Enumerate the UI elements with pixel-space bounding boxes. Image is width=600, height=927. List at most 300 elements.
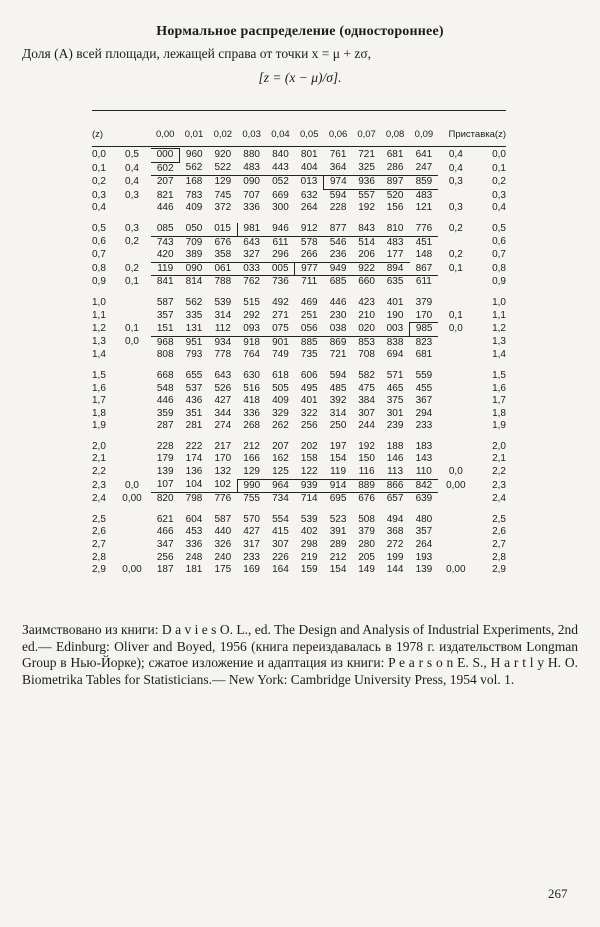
area-cell: 508 bbox=[358, 513, 375, 525]
table-row bbox=[92, 223, 506, 236]
area-cell: 050 bbox=[180, 223, 209, 236]
area-cell: 866 bbox=[386, 479, 404, 491]
z-value: 1,8 bbox=[92, 407, 106, 419]
table-row bbox=[92, 262, 506, 276]
area-cell: 594 bbox=[324, 189, 353, 202]
increment-left bbox=[113, 249, 151, 262]
area-cell: 121 bbox=[415, 202, 433, 214]
table-row bbox=[92, 420, 506, 433]
area-cell: 181 bbox=[185, 564, 203, 576]
area-cell: 389 bbox=[180, 249, 209, 262]
area-cell: 102 bbox=[208, 479, 237, 493]
area-cell: 233 bbox=[243, 551, 260, 563]
area-cell: 877 bbox=[324, 223, 353, 236]
area-cell: 635 bbox=[381, 276, 410, 289]
area-cell: 562 bbox=[180, 162, 209, 176]
increment-right bbox=[438, 526, 473, 539]
area-cell: 357 bbox=[156, 309, 174, 321]
area-cell: 492 bbox=[272, 296, 289, 308]
area-cell: 415 bbox=[272, 526, 289, 538]
area-cell: 721 bbox=[329, 349, 347, 361]
area-cell: 129 bbox=[237, 466, 266, 479]
table-row bbox=[92, 336, 506, 349]
table-row bbox=[92, 441, 506, 454]
z-value-right: 0,0 bbox=[492, 149, 506, 160]
area-cell: 375 bbox=[386, 395, 404, 407]
area-cell: 554 bbox=[272, 513, 289, 525]
area-cell: 131 bbox=[180, 323, 209, 337]
area-cell: 158 bbox=[300, 453, 318, 465]
area-cell: 287 bbox=[156, 420, 174, 432]
increment-right bbox=[438, 395, 473, 408]
area-cell: 465 bbox=[386, 382, 404, 394]
area-cell: 379 bbox=[415, 296, 433, 308]
area-cell: 329 bbox=[272, 407, 289, 419]
increment-left bbox=[113, 441, 151, 454]
table-row bbox=[92, 539, 506, 552]
area-cell: 266 bbox=[295, 249, 324, 262]
area-cell: 946 bbox=[266, 223, 295, 236]
increment-right bbox=[438, 276, 473, 289]
page-title: Нормальное распределение (одностороннее) bbox=[156, 24, 444, 39]
z-value-right: 2,7 bbox=[492, 539, 506, 551]
area-cell: 250 bbox=[329, 420, 347, 432]
area-cell: 823 bbox=[410, 336, 439, 349]
area-cell: 164 bbox=[272, 564, 289, 576]
area-cell: 132 bbox=[214, 466, 232, 478]
area-cell: 981 bbox=[237, 223, 266, 236]
header-col-5: 0,05 bbox=[300, 129, 319, 141]
area-cell: 859 bbox=[415, 176, 433, 188]
z-value: 2,1 bbox=[92, 453, 106, 465]
area-cell: 199 bbox=[386, 551, 404, 563]
area-cell: 867 bbox=[415, 262, 433, 274]
area-cell: 443 bbox=[266, 162, 295, 176]
area-cell: 582 bbox=[358, 369, 375, 381]
area-cell: 119 bbox=[151, 262, 180, 276]
increment-right: 0,00 bbox=[446, 479, 466, 491]
area-cell: 505 bbox=[272, 382, 289, 394]
area-cell: 537 bbox=[185, 382, 203, 394]
table-row bbox=[92, 189, 506, 202]
increment-left bbox=[113, 453, 151, 466]
area-cell: 912 bbox=[295, 223, 324, 236]
increment-right bbox=[438, 552, 473, 565]
area-cell: 404 bbox=[295, 162, 324, 176]
increment-right: 0,1 bbox=[448, 309, 463, 321]
spacer-cell bbox=[92, 433, 506, 441]
area-cell: 708 bbox=[358, 349, 375, 361]
area-cell: 286 bbox=[381, 162, 410, 176]
area-cell: 985 bbox=[410, 323, 439, 337]
area-cell: 344 bbox=[214, 407, 232, 419]
z-value-right: 0,9 bbox=[492, 276, 506, 288]
z-value: 2,5 bbox=[92, 513, 106, 525]
area-cell: 455 bbox=[415, 382, 433, 394]
z-value-right: 1,0 bbox=[492, 296, 506, 308]
area-cell: 197 bbox=[329, 440, 347, 452]
area-cell: 514 bbox=[352, 236, 380, 249]
area-cell: 391 bbox=[329, 526, 347, 538]
area-cell: 262 bbox=[272, 420, 289, 432]
area-cell: 190 bbox=[386, 309, 404, 321]
area-cell: 325 bbox=[352, 162, 380, 176]
area-cell: 085 bbox=[151, 223, 180, 236]
area-cell: 894 bbox=[386, 262, 404, 274]
area-cell: 681 bbox=[415, 349, 433, 361]
area-cell: 606 bbox=[300, 369, 318, 381]
table-header-row bbox=[92, 122, 506, 149]
area-cell: 149 bbox=[358, 564, 375, 576]
subtitle: Доля (A) всей площади, лежащей справа от точки x = μ + zσ, bbox=[22, 46, 372, 61]
area-cell: 495 bbox=[300, 382, 318, 394]
area-cell: 143 bbox=[415, 453, 433, 465]
increment-left bbox=[113, 539, 151, 552]
z-value-right: 1,4 bbox=[492, 349, 506, 361]
area-cell: 139 bbox=[415, 564, 433, 576]
area-cell: 841 bbox=[156, 276, 174, 288]
increment-right: 0,0 bbox=[448, 323, 463, 335]
area-cell: 934 bbox=[214, 336, 232, 348]
area-cell: 587 bbox=[214, 513, 232, 525]
area-cell: 660 bbox=[352, 276, 380, 289]
table-row bbox=[92, 453, 506, 466]
area-cell: 112 bbox=[208, 323, 237, 337]
area-cell: 146 bbox=[386, 453, 404, 465]
table-row bbox=[92, 370, 506, 383]
z-value-right: 0,8 bbox=[492, 262, 506, 274]
area-cell: 244 bbox=[358, 420, 375, 432]
area-cell: 808 bbox=[156, 349, 174, 361]
area-cell: 571 bbox=[386, 369, 404, 381]
increment-left bbox=[113, 383, 151, 396]
area-cell: 005 bbox=[266, 262, 295, 276]
table-row bbox=[92, 552, 506, 565]
table-row bbox=[92, 162, 506, 176]
area-cell: 298 bbox=[300, 539, 318, 551]
area-cell: 522 bbox=[208, 162, 237, 176]
z-value-right: 1,6 bbox=[492, 382, 506, 394]
area-cell: 113 bbox=[381, 466, 410, 479]
z-value: 1,1 bbox=[92, 309, 106, 321]
area-cell: 150 bbox=[358, 453, 375, 465]
area-cell: 292 bbox=[243, 309, 260, 321]
area-cell: 364 bbox=[324, 162, 353, 176]
area-cell: 139 bbox=[156, 466, 174, 478]
area-cell: 392 bbox=[329, 395, 347, 407]
area-cell: 000 bbox=[151, 149, 180, 163]
z-value: 0,2 bbox=[92, 176, 106, 188]
area-cell: 093 bbox=[237, 323, 266, 337]
z-value: 0,8 bbox=[92, 262, 106, 274]
area-cell: 820 bbox=[156, 493, 174, 505]
spacer-cell bbox=[92, 289, 506, 297]
increment-right: 0,3 bbox=[448, 202, 463, 214]
area-cell: 749 bbox=[272, 349, 289, 361]
area-cell: 327 bbox=[237, 249, 266, 262]
area-cell: 162 bbox=[272, 453, 289, 465]
area-cell: 020 bbox=[352, 323, 380, 337]
increment-left: 0,2 bbox=[125, 262, 139, 274]
z-value-right: 1,3 bbox=[492, 336, 506, 348]
increment-right bbox=[438, 189, 473, 202]
area-cell: 655 bbox=[185, 369, 203, 381]
z-value-right: 0,3 bbox=[492, 189, 506, 201]
area-cell: 427 bbox=[214, 395, 232, 407]
increment-left bbox=[113, 310, 151, 323]
area-cell: 762 bbox=[243, 276, 260, 288]
area-cell: 676 bbox=[214, 236, 232, 248]
area-cell: 964 bbox=[272, 479, 289, 491]
increment-right bbox=[438, 514, 473, 527]
header-col-3: 0,03 bbox=[242, 129, 261, 141]
z-value-right: 1,9 bbox=[492, 420, 506, 432]
increment-left: 0,00 bbox=[122, 564, 142, 576]
increment-right bbox=[438, 383, 473, 396]
area-cell: 052 bbox=[272, 176, 289, 188]
area-cell: 228 bbox=[156, 440, 174, 452]
group-spacer bbox=[92, 433, 506, 441]
area-cell: 314 bbox=[329, 407, 347, 419]
area-cell: 618 bbox=[272, 369, 289, 381]
z-value-right: 0,5 bbox=[492, 223, 506, 235]
area-cell: 228 bbox=[329, 202, 347, 214]
area-cell: 294 bbox=[415, 407, 433, 419]
area-cell: 301 bbox=[386, 407, 404, 419]
area-cell: 897 bbox=[386, 176, 404, 188]
area-cell: 075 bbox=[266, 323, 295, 337]
area-cell: 202 bbox=[300, 440, 318, 452]
area-cell: 990 bbox=[237, 479, 266, 493]
area-cell: 838 bbox=[386, 336, 404, 348]
table-top-rule bbox=[92, 110, 506, 111]
increment-right bbox=[438, 420, 473, 433]
area-cell: 169 bbox=[243, 564, 260, 576]
area-cell: 920 bbox=[214, 149, 232, 160]
area-cell: 968 bbox=[156, 336, 174, 348]
z-value-right: 1,8 bbox=[492, 407, 506, 419]
header-col-2: 0,02 bbox=[213, 129, 233, 141]
z-value: 1,3 bbox=[92, 336, 106, 348]
area-cell: 307 bbox=[272, 539, 289, 551]
area-cell: 409 bbox=[272, 395, 289, 407]
table-row bbox=[92, 564, 506, 577]
area-cell: 548 bbox=[156, 382, 174, 394]
area-cell: 453 bbox=[185, 526, 203, 538]
area-cell: 539 bbox=[214, 296, 232, 308]
increment-left: 0,0 bbox=[125, 479, 139, 491]
increment-right bbox=[438, 349, 473, 362]
area-cell: 578 bbox=[295, 236, 324, 249]
area-cell: 446 bbox=[329, 296, 347, 308]
area-cell: 015 bbox=[208, 223, 237, 236]
area-cell: 611 bbox=[410, 276, 439, 289]
area-cell: 236 bbox=[324, 249, 353, 262]
z-value: 1,4 bbox=[92, 349, 106, 361]
increment-left bbox=[113, 370, 151, 383]
z-value: 0,0 bbox=[92, 149, 106, 160]
area-cell: 885 bbox=[300, 336, 318, 348]
z-value-right: 2,6 bbox=[492, 526, 506, 538]
area-cell: 188 bbox=[386, 440, 404, 452]
area-cell: 119 bbox=[324, 466, 353, 479]
z-value: 1,2 bbox=[92, 323, 106, 335]
area-cell: 694 bbox=[386, 349, 404, 361]
z-value: 2,4 bbox=[92, 493, 106, 504]
area-cell: 764 bbox=[243, 349, 260, 361]
header-blank bbox=[113, 122, 151, 149]
z-value: 0,5 bbox=[92, 223, 106, 235]
area-cell: 156 bbox=[386, 202, 404, 214]
z-value: 1,5 bbox=[92, 369, 106, 381]
area-cell: 281 bbox=[185, 420, 203, 432]
area-cell: 798 bbox=[185, 493, 203, 505]
z-value-right: 2,1 bbox=[492, 453, 506, 465]
area-cell: 013 bbox=[300, 176, 318, 188]
z-value: 1,9 bbox=[92, 420, 106, 432]
area-cell: 783 bbox=[185, 189, 203, 201]
area-cell: 090 bbox=[180, 262, 209, 276]
area-cell: 418 bbox=[243, 395, 260, 407]
increment-right: 0,2 bbox=[448, 249, 463, 261]
z-value: 1,6 bbox=[92, 382, 106, 394]
area-cell: 483 bbox=[237, 162, 266, 176]
area-cell: 357 bbox=[415, 526, 433, 538]
area-cell: 557 bbox=[352, 189, 380, 202]
area-cell: 300 bbox=[272, 202, 289, 214]
area-cell: 271 bbox=[272, 309, 289, 321]
area-cell: 840 bbox=[272, 149, 289, 160]
area-cell: 869 bbox=[329, 336, 347, 348]
area-cell: 523 bbox=[329, 513, 347, 525]
area-cell: 793 bbox=[185, 349, 203, 361]
area-cell: 264 bbox=[415, 539, 433, 551]
area-cell: 336 bbox=[243, 202, 260, 214]
table-row bbox=[92, 202, 506, 215]
increment-right: 0,2 bbox=[448, 223, 463, 235]
area-cell: 721 bbox=[358, 149, 375, 160]
area-cell: 736 bbox=[272, 276, 289, 288]
area-cell: 559 bbox=[415, 369, 433, 381]
area-cell: 322 bbox=[300, 407, 318, 419]
area-cell: 918 bbox=[243, 336, 260, 348]
table-row bbox=[92, 249, 506, 262]
z-value-right: 2,5 bbox=[492, 513, 506, 525]
area-cell: 136 bbox=[185, 466, 203, 478]
area-cell: 423 bbox=[358, 296, 375, 308]
area-cell: 745 bbox=[214, 189, 232, 201]
increment-right: 0,00 bbox=[446, 564, 466, 576]
area-cell: 842 bbox=[415, 479, 433, 491]
area-cell: 116 bbox=[352, 466, 380, 479]
area-cell: 440 bbox=[214, 526, 232, 538]
area-cell: 436 bbox=[185, 395, 203, 407]
area-cell: 401 bbox=[300, 395, 318, 407]
z-value-right: 2,3 bbox=[492, 479, 506, 491]
header-z-right: (z) bbox=[494, 129, 506, 141]
area-cell: 914 bbox=[329, 479, 347, 491]
area-cell: 207 bbox=[156, 176, 174, 188]
area-cell: 129 bbox=[214, 176, 232, 188]
area-cell: 880 bbox=[243, 149, 260, 160]
area-cell: 657 bbox=[381, 493, 410, 506]
z-value: 1,7 bbox=[92, 395, 106, 407]
z-value: 2,3 bbox=[92, 479, 106, 491]
area-cell: 643 bbox=[214, 369, 232, 381]
area-cell: 469 bbox=[300, 296, 318, 308]
area-cell: 755 bbox=[237, 493, 266, 506]
area-cell: 466 bbox=[156, 526, 174, 538]
area-cell: 526 bbox=[214, 382, 232, 394]
increment-left bbox=[113, 526, 151, 539]
table-row bbox=[92, 408, 506, 421]
z-value-right: 0,2 bbox=[492, 176, 506, 188]
z-value: 0,1 bbox=[92, 162, 106, 174]
z-value: 2,9 bbox=[92, 564, 106, 576]
area-cell: 372 bbox=[214, 202, 232, 214]
area-cell: 159 bbox=[300, 564, 318, 576]
area-cell: 853 bbox=[358, 336, 375, 348]
formula: [z = (x − μ)/σ]. bbox=[258, 70, 342, 85]
area-cell: 778 bbox=[214, 349, 232, 361]
area-cell: 951 bbox=[185, 336, 203, 348]
area-cell: 183 bbox=[415, 440, 433, 452]
z-value-right: 0,1 bbox=[492, 162, 506, 174]
increment-right bbox=[438, 236, 473, 249]
area-cell: 247 bbox=[410, 162, 439, 176]
area-cell: 483 bbox=[410, 189, 439, 202]
table-row bbox=[92, 276, 506, 289]
area-cell: 289 bbox=[329, 539, 347, 551]
area-cell: 735 bbox=[300, 349, 318, 361]
area-cell: 776 bbox=[410, 223, 439, 236]
increment-left: 0,0 bbox=[125, 336, 139, 348]
z-value-right: 1,2 bbox=[492, 323, 506, 335]
area-cell: 175 bbox=[214, 564, 232, 576]
area-cell: 107 bbox=[151, 479, 180, 493]
area-cell: 033 bbox=[237, 262, 266, 276]
area-cell: 475 bbox=[358, 382, 375, 394]
area-cell: 604 bbox=[185, 513, 203, 525]
increment-left bbox=[113, 202, 151, 215]
area-cell: 347 bbox=[156, 539, 174, 551]
z-value-right: 0,4 bbox=[492, 202, 506, 214]
increment-left bbox=[113, 395, 151, 408]
area-cell: 061 bbox=[208, 262, 237, 276]
area-cell: 038 bbox=[324, 323, 353, 337]
area-cell: 960 bbox=[180, 149, 209, 163]
area-cell: 148 bbox=[415, 249, 433, 261]
area-cell: 192 bbox=[358, 202, 375, 214]
area-cell: 280 bbox=[358, 539, 375, 551]
increment-right bbox=[438, 370, 473, 383]
area-cell: 401 bbox=[386, 296, 404, 308]
header-col-8: 0,08 bbox=[385, 129, 405, 141]
area-cell: 210 bbox=[358, 309, 375, 321]
header-z-left: (z) bbox=[92, 129, 104, 141]
normal-distribution-table bbox=[92, 122, 506, 577]
area-cell: 296 bbox=[266, 249, 295, 262]
area-cell: 546 bbox=[324, 236, 353, 249]
table-body bbox=[92, 149, 506, 577]
area-cell: 977 bbox=[295, 262, 324, 276]
area-cell: 336 bbox=[243, 407, 260, 419]
z-value-right: 1,7 bbox=[492, 395, 506, 407]
area-cell: 810 bbox=[381, 223, 410, 236]
area-cell: 709 bbox=[185, 236, 203, 248]
area-cell: 594 bbox=[329, 369, 347, 381]
table-row bbox=[92, 514, 506, 527]
